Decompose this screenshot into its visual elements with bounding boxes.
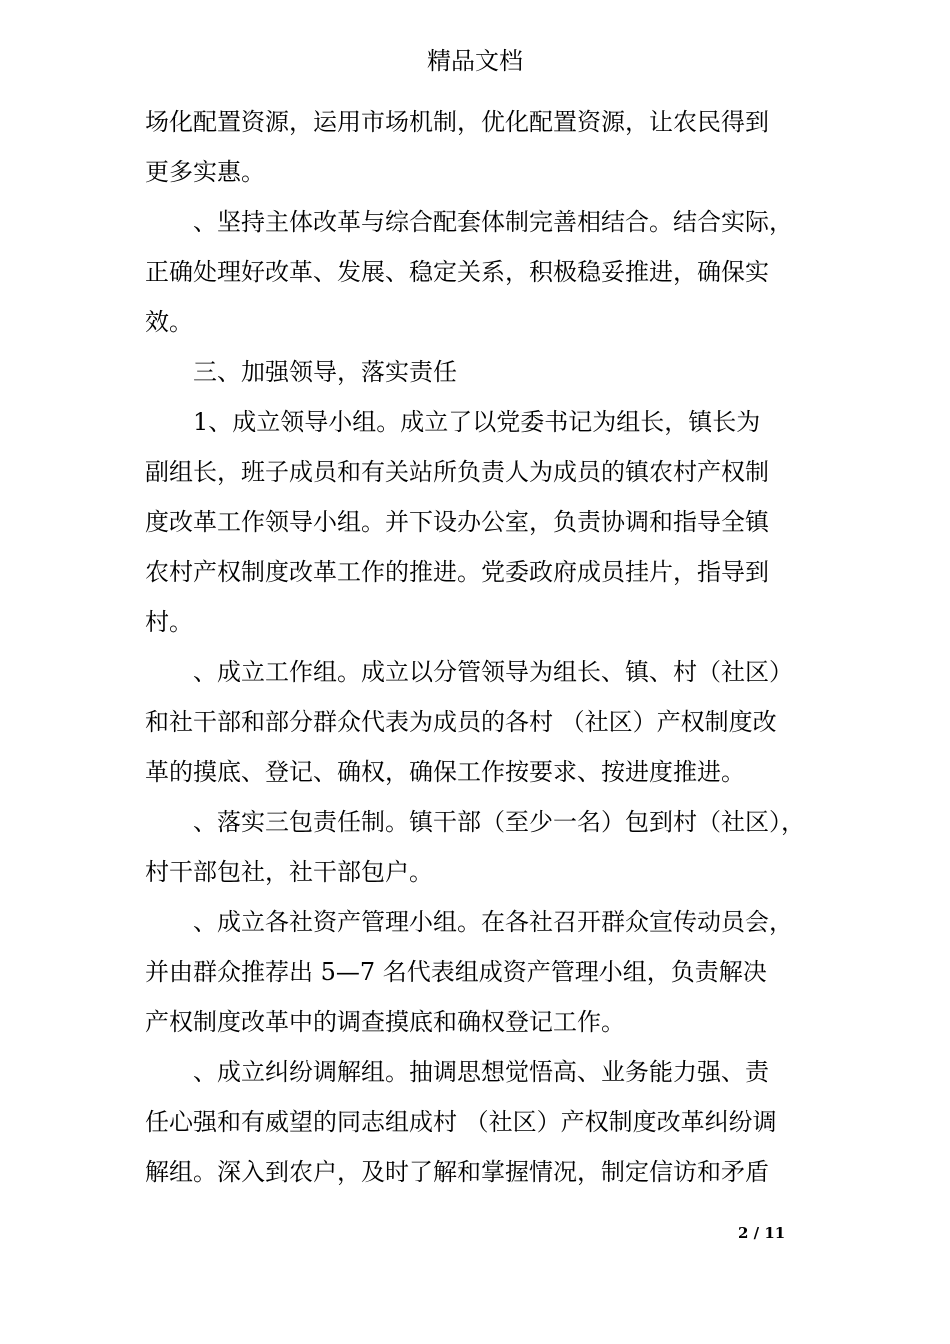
text-line: 度改革工作领导小组。并下设办公室，负责协调和指导全镇 <box>145 508 769 536</box>
text-line: 更多实惠。 <box>145 158 265 186</box>
text-line: 场化配置资源，运用市场机制，优化配置资源，让农民得到 <box>145 108 769 136</box>
section-heading: 三、加强领导，落实责任 <box>145 358 457 386</box>
page-number: 2 / 11 <box>738 1224 786 1242</box>
text-line: 解组。深入到农户，及时了解和掌握情况，制定信访和矛盾 <box>145 1158 769 1186</box>
text-line: 农村产权制度改革工作的推进。党委政府成员挂片，指导到 <box>145 558 769 586</box>
text-line: 村。 <box>145 608 193 636</box>
text-line: 和社干部和部分群众代表为成员的各村 （社区）产权制度改 <box>145 708 777 736</box>
text-line: 、成立纠纷调解组。抽调思想觉悟高、业务能力强、责 <box>145 1058 769 1086</box>
text-line: 并由群众推荐出 5—7 名代表组成资产管理小组，负责解决 <box>145 958 767 986</box>
text-line: 村干部包社，社干部包户。 <box>145 858 433 886</box>
text-line: 、落实三包责任制。镇干部（至少一名）包到村（社区）， <box>145 808 805 836</box>
page-header-title: 精品文档 <box>427 47 523 75</box>
text-line: 任心强和有威望的同志组成村 （社区）产权制度改革纠纷调 <box>145 1108 777 1136</box>
text-line: 效。 <box>145 308 193 336</box>
document-body <box>145 97 811 1197</box>
text-line: 、成立工作组。成立以分管领导为组长、镇、村（社区） <box>145 658 793 686</box>
text-line: 革的摸底、登记、确权，确保工作按要求、按进度推进。 <box>145 758 745 786</box>
text-line: 产权制度改革中的调查摸底和确权登记工作。 <box>145 1008 625 1036</box>
text-line: 、坚持主体改革与综合配套体制完善相结合。结合实际， <box>145 208 793 236</box>
text-line: 、成立各社资产管理小组。在各社召开群众宣传动员会， <box>145 908 793 936</box>
text-line: 1、成立领导小组。成立了以党委书记为组长，镇长为 <box>145 408 761 436</box>
text-line: 正确处理好改革、发展、稳定关系，积极稳妥推进，确保实 <box>145 258 769 286</box>
text-line: 副组长，班子成员和有关站所负责人为成员的镇农村产权制 <box>145 458 769 486</box>
